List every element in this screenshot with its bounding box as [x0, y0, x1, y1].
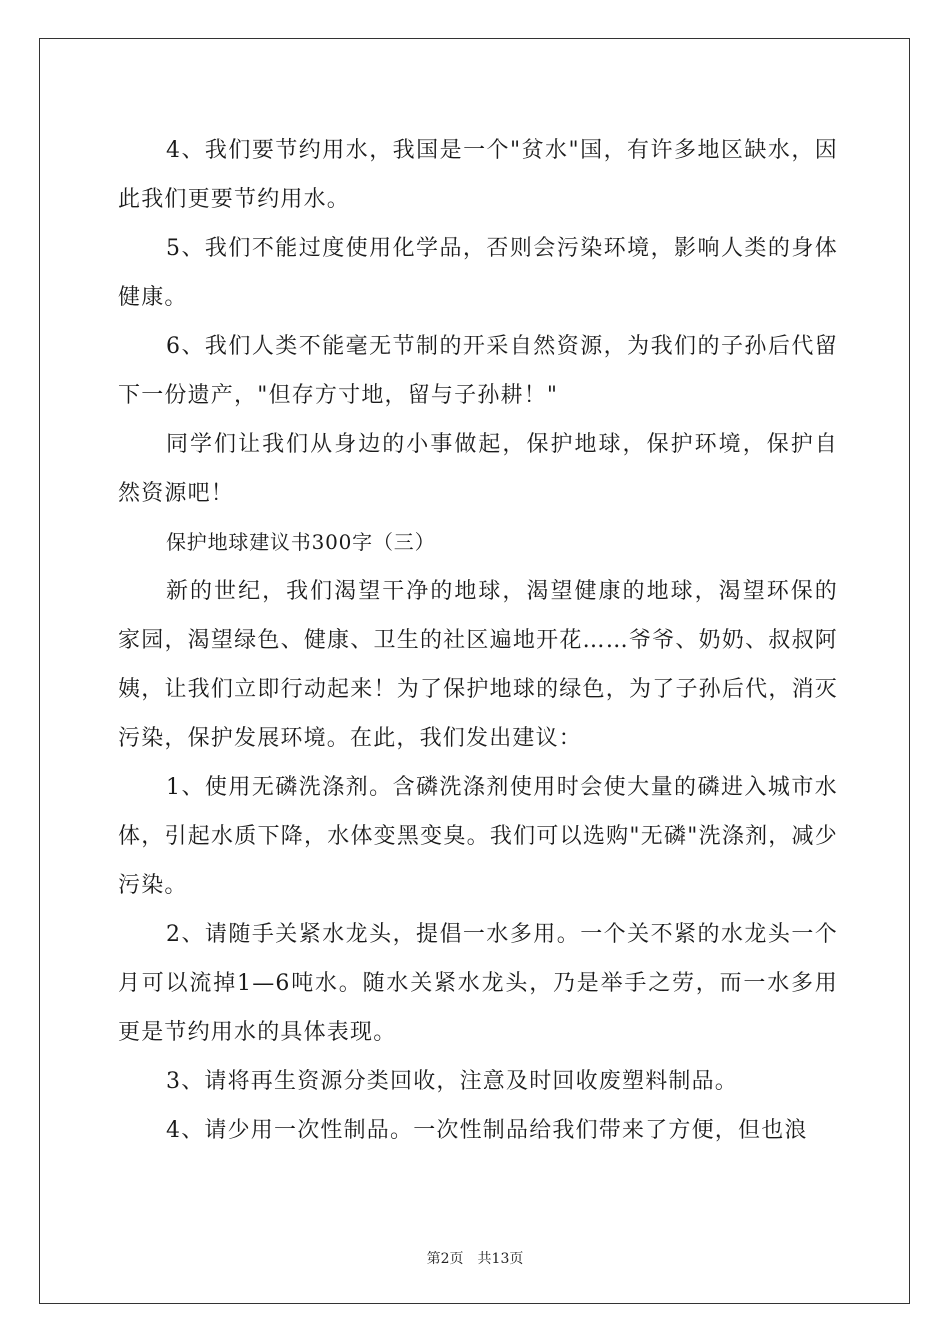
paragraph-item-4-water: 4、我们要节约用水，我国是一个"贫水"国，有许多地区缺水，因此我们更要节约用水。	[118, 138, 838, 212]
paragraph-item-6-resources: 6、我们人类不能毫无节制的开采自然资源，为我们的子孙后代留下一份遗产，"但存方寸地，留与子孙耕！"	[118, 334, 838, 408]
document-body	[118, 126, 838, 1155]
paragraph-suggestion-1: 1、使用无磷洗涤剂。含磷洗涤剂使用时会使大量的磷进入城市水体，引起水质下降，水体变黑变臭。我们可以选购"无磷"洗涤剂，减少污染。	[118, 775, 838, 898]
section-heading: 保护地球建议书300字（三）	[166, 530, 436, 554]
page-footer: 第2页 共13页	[426, 1251, 524, 1267]
paragraph-suggestion-3: 3、请将再生资源分类回收，注意及时回收废塑料制品。	[166, 1069, 738, 1094]
paragraph-intro: 新的世纪，我们渴望干净的地球，渴望健康的地球，渴望环保的家园，渴望绿色、健康、卫生的社区遍地开花……爷爷、奶奶、叔叔阿姨，让我们立即行动起来！为了保护地球的绿色，为了子孙后代，消灭污染，保护发展环境。在此，我们发出建议：	[118, 579, 838, 751]
paragraph-item-5-chemicals: 5、我们不能过度使用化学品，否则会污染环境，影响人类的身体健康。	[118, 236, 838, 310]
paragraph-call-to-action: 同学们让我们从身边的小事做起，保护地球，保护环境，保护自然资源吧！	[118, 432, 838, 506]
paragraph-suggestion-4: 4、请少用一次性制品。一次性制品给我们带来了方便，但也浪	[166, 1118, 808, 1143]
paragraph-suggestion-2: 2、请随手关紧水龙头，提倡一水多用。一个关不紧的水龙头一个月可以流掉1—6吨水。随水关紧水龙头，乃是举手之劳，而一水多用更是节约用水的具体表现。	[118, 922, 838, 1045]
